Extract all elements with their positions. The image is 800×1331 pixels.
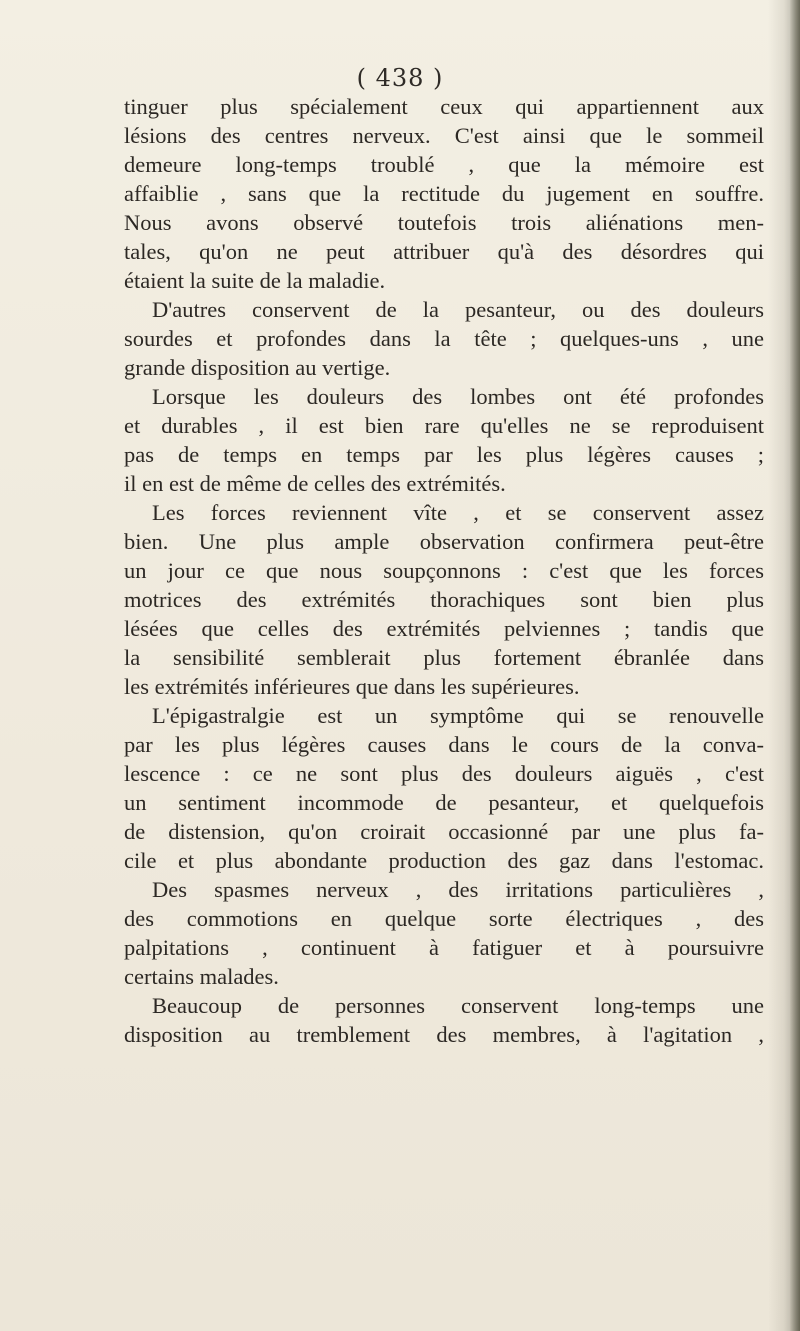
text-line: un sentiment incommode de pesanteur, et quelquefois — [124, 790, 764, 815]
text-line: par les plus légères causes dans le cours de la conva- — [124, 732, 764, 757]
text-line: il en est de même de celles des extrémités. — [124, 471, 506, 496]
text-line: grande disposition au vertige. — [124, 355, 391, 380]
text-line: tales, qu'on ne peut attribuer qu'à des désordres qui — [124, 239, 764, 264]
body-text — [124, 92, 764, 1049]
text-line: L'épigastralgie est un symptôme qui se renouvelle — [152, 703, 764, 728]
text-line: motrices des extrémités thorachiques sont bien plus — [124, 587, 764, 612]
text-line: Beaucoup de personnes conservent long-temps une — [152, 993, 764, 1018]
text-line: lescence : ce ne sont plus des douleurs aiguës , c'est — [124, 761, 764, 786]
text-line: D'autres conservent de la pesanteur, ou des douleurs — [152, 297, 764, 322]
text-line: pas de temps en temps par les plus légères causes ; — [124, 442, 764, 467]
text-line: les extrémités inférieures que dans les supérieures. — [124, 674, 580, 699]
text-line: palpitations , continuent à fatiguer et à poursuivre — [124, 935, 764, 960]
text-line: un jour ce que nous soupçonnons : c'est que les forces — [124, 558, 764, 583]
text-line: lésions des centres nerveux. C'est ainsi que le sommeil — [124, 123, 764, 148]
page-number: ( 438 ) — [356, 64, 444, 92]
text-line: cile et plus abondante production des gaz dans l'estomac. — [124, 848, 764, 873]
text-line: sourdes et profondes dans la tête ; quelques-uns , une — [124, 326, 764, 351]
text-line: et durables , il est bien rare qu'elles ne se reproduisent — [124, 413, 764, 438]
text-line: affaiblie , sans que la rectitude du jugement en souffre. — [124, 181, 764, 206]
text-line: disposition au tremblement des membres, à l'agitation , — [124, 1022, 764, 1047]
text-line: bien. Une plus ample observation confirmera peut-être — [124, 529, 764, 554]
text-line: la sensibilité semblerait plus fortement ébranlée dans — [124, 645, 764, 670]
text-line: de distension, qu'on croirait occasionné par une plus fa- — [124, 819, 764, 844]
text-line: tinguer plus spécialement ceux qui appartiennent aux — [124, 94, 764, 119]
text-line: lésées que celles des extrémités pelviennes ; tandis que — [124, 616, 764, 641]
text-line: Lorsque les douleurs des lombes ont été profondes — [152, 384, 764, 409]
text-line: Les forces reviennent vîte , et se conservent assez — [152, 500, 764, 525]
text-line: Nous avons observé toutefois trois aliénations men- — [124, 210, 764, 235]
page-edge-shadow — [790, 0, 800, 1331]
text-line: demeure long-temps troublé , que la mémoire est — [124, 152, 764, 177]
text-line: étaient la suite de la maladie. — [124, 268, 386, 293]
text-line: certains malades. — [124, 964, 279, 989]
text-line: Des spasmes nerveux , des irritations particulières , — [152, 877, 764, 902]
text-line: des commotions en quelque sorte électriques , des — [124, 906, 764, 931]
